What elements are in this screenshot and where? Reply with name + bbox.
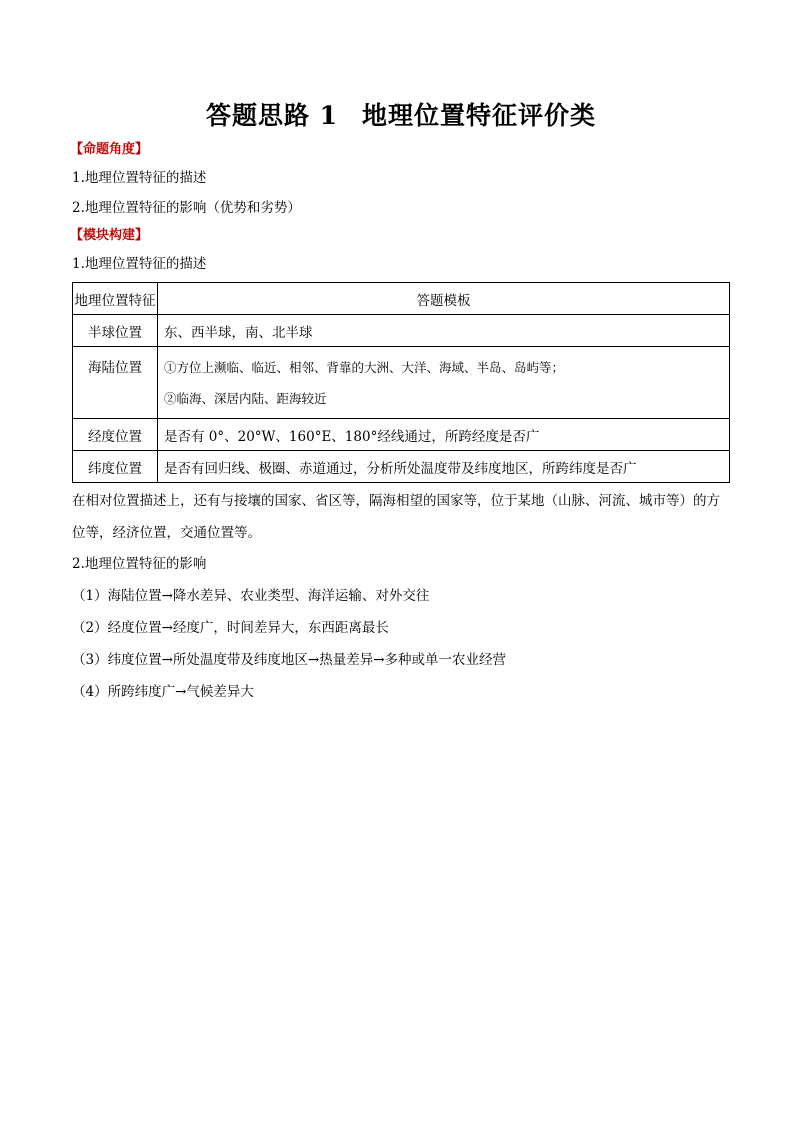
module-subtitle-2: 2.地理位置特征的影响 [72,556,207,572]
row-name-land-sea: 海陆位置 [73,347,158,419]
title-part-1: 答题思路 1 [205,101,339,130]
table-row [73,451,730,483]
table-row [73,419,730,451]
row-name-longitude: 经度位置 [73,419,158,451]
document-page [72,95,730,708]
table-header-feature: 地理位置特征 [73,283,158,315]
module-subtitle-1: 1.地理位置特征的描述 [72,256,207,272]
table-header-row [73,283,730,315]
row-text-land-sea [158,347,730,419]
section-label-module: 【模块构建】 [70,228,149,243]
land-sea-text-a: ①方位上濒临、临近、相邻、背靠的大洲、大洋、海域、半岛、岛屿等； [164,359,565,375]
row-name-hemisphere: 半球位置 [73,315,158,347]
land-sea-text-b: ②临海、深居内陆、距海较近 [164,390,327,406]
page-title [72,95,730,137]
proposition-line-2: 2.地理位置特征的影响（优势和劣势） [72,200,301,216]
table-row [73,315,730,347]
proposition-line-1: 1.地理位置特征的描述 [72,170,207,186]
table-header-template: 答题模板 [158,283,730,315]
row-text-latitude: 是否有回归线、极圈、赤道通过，分析所处温度带及纬度地区，所跨纬度是否广 [158,451,730,483]
influence-item-4: （4）所跨纬度广→气候差异大 [72,684,254,700]
influence-item-1: （1）海陆位置→降水差异、农业类型、海洋运输、对外交往 [72,588,430,604]
title-part-2: 地理位置特征评价类 [362,101,597,130]
row-text-longitude: 是否有 0°、20°W、160°E、180°经线通过，所跨经度是否广 [158,419,730,451]
influence-item-3: （3）纬度位置→所处温度带及纬度地区→热量差异→多种或单一农业经营 [72,652,507,668]
row-name-latitude: 纬度位置 [73,451,158,483]
answer-template-table [72,282,730,483]
row-text-hemisphere: 东、西半球，南、北半球 [158,315,730,347]
relative-position-paragraph: 在相对位置描述上，还有与接壤的国家、省区等，隔海相望的国家等，位于某地（山脉、河流、城市等）的方位等，经济位置，交通位置等。 [72,493,720,541]
section-label-proposition: 【命题角度】 [70,142,149,157]
influence-item-2: （2）经度位置→经度广，时间差异大，东西距离最长 [72,620,389,636]
table-row [73,347,730,419]
